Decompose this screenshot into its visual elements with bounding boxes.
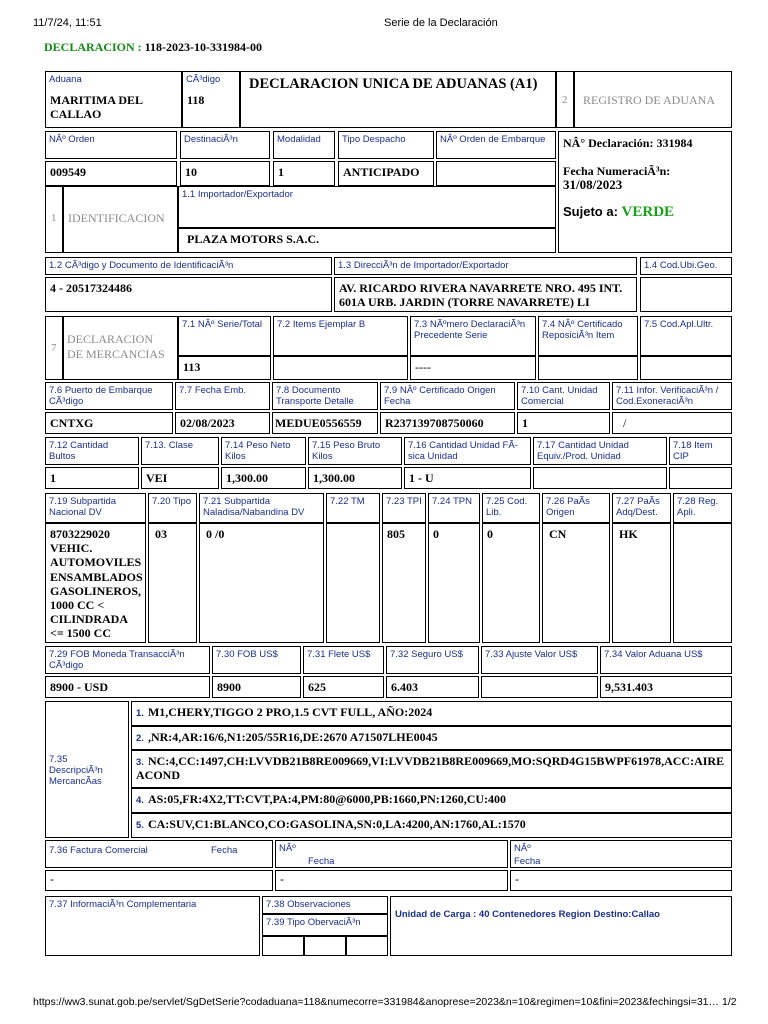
tpi-label: 7.23 TPI xyxy=(386,496,422,507)
cant-unidad-label-cell xyxy=(517,382,610,410)
desc-line-4-text: AS:05,FR:4X2,TT:CVT,PA:4,PM:80@6000,PB:1660,PN:1260,CU:400 xyxy=(147,792,507,806)
neto-label: 7.14 Peso Neto Kilos xyxy=(225,440,291,462)
aduana-value-cell xyxy=(600,676,732,698)
fecha-numeracion-label: Fecha NumeraciÃ³n: xyxy=(563,164,671,178)
desc-line-4-num: 4. xyxy=(136,795,144,806)
equiv-value-cell xyxy=(533,467,667,489)
fecha-emb-value: 02/08/2023 xyxy=(180,416,235,430)
section1-num-cell xyxy=(45,186,63,253)
desc-line-1-text: M1,CHERY,TIGGO 2 PRO,1.5 CVT FULL, AÑO:2024 xyxy=(147,705,433,719)
neto-value: 1,300.00 xyxy=(226,471,268,485)
section7-title-cell xyxy=(63,316,178,380)
importador-value-cell xyxy=(178,228,556,253)
desc-line-4-content xyxy=(132,789,731,809)
doc-transp-value: MEDUE0556559 xyxy=(275,416,362,430)
aduana-cell xyxy=(45,71,182,128)
cert-origen-value-cell xyxy=(380,412,515,434)
flete-value: 625 xyxy=(308,680,326,694)
tipo-obs-box-1 xyxy=(262,936,304,956)
obs-label: 7.38 Observaciones xyxy=(266,899,351,910)
clase-value-cell xyxy=(141,467,219,489)
subpartida-line: ENSAMBLADOS xyxy=(50,569,143,584)
dir-label: 1.3 DirecciÃ³n de Importador/Exportador xyxy=(338,260,509,271)
tipo-despacho-label-cell xyxy=(338,131,434,159)
factura2-n-label: NÂº xyxy=(279,843,296,854)
section1-title-cell xyxy=(63,186,178,253)
tipo-despacho-value-cell xyxy=(338,161,434,186)
fob-mon-value-cell xyxy=(45,676,210,698)
bultos-value: 1 xyxy=(50,471,56,485)
flete-label: 7.31 Flete US$ xyxy=(307,649,371,660)
desc-line-4 xyxy=(131,788,732,813)
tipo-value-cell xyxy=(148,523,197,643)
section2-title-cell xyxy=(574,71,732,128)
tipo-label: 7.20 Tipo xyxy=(152,496,192,507)
subpartida-label-cell xyxy=(45,493,146,523)
numero-value-cell xyxy=(410,356,536,380)
sujeto-label: Sujeto a: xyxy=(563,204,618,219)
infor-value-cell xyxy=(612,412,732,434)
section2-title: REGISTRO DE ADUANA xyxy=(583,93,715,107)
apl-label-cell xyxy=(640,316,732,356)
desc-line-3-content xyxy=(132,751,731,785)
cert-origen-label: 7.9 NÂº Certificado Origen Fecha xyxy=(384,385,496,407)
main-title: DECLARACION UNICA DE ADUANAS (A1) xyxy=(249,76,538,92)
desc-line-3-text2: ACOND xyxy=(136,768,180,782)
desc-line-5 xyxy=(131,813,732,838)
seguro-value-cell xyxy=(386,676,479,698)
importador-label-cell xyxy=(178,186,556,228)
equiv-label-cell xyxy=(533,437,667,465)
factura-v2: - xyxy=(280,872,284,886)
subpartida-line: GASOLINEROS, xyxy=(50,583,142,598)
factura3-label-cell xyxy=(510,840,732,868)
dir-value-2: 601A URB. JARDIN (TORRE NAVARRETE) LI xyxy=(339,295,590,309)
tm-value-cell xyxy=(326,523,380,643)
fob-value-cell xyxy=(212,676,301,698)
ajuste-value-cell xyxy=(481,676,598,698)
factura-label-cell xyxy=(45,840,273,868)
origen-value: CN xyxy=(549,527,567,541)
origen-value-cell xyxy=(542,523,610,643)
subpartida-label: 7.19 Subpartida Nacional DV xyxy=(49,496,117,518)
serie-label-cell xyxy=(178,316,271,356)
factura-fecha-label: Fecha xyxy=(211,845,238,856)
apl-label: 7.5 Cod.Apl.Ultr. xyxy=(644,319,714,330)
importador-label: 1.1 Importador/Exportador xyxy=(182,189,293,200)
carga-text: Unidad de Carga : 40 Contenedores Region Destino:Callao xyxy=(395,909,660,920)
n-orden-value: 009549 xyxy=(50,165,86,179)
aduana-value: MARITIMA DEL CALLAO xyxy=(50,93,143,121)
aduana-value-label-cell xyxy=(600,646,732,674)
declaration-line xyxy=(44,40,262,55)
destinacion-value: 10 xyxy=(185,165,197,179)
origen-label: 7.26 PaÃs Origen xyxy=(546,496,590,518)
declaration-label: DECLARACION : xyxy=(44,40,142,54)
doc-value: 4 - 20517324486 xyxy=(50,281,132,295)
tipo-value: 03 xyxy=(155,527,167,541)
seguro-label-cell xyxy=(386,646,479,674)
doc-label-cell xyxy=(45,257,332,275)
lib-value: 0 xyxy=(487,527,493,541)
reg-value-cell xyxy=(673,523,732,643)
naladisa-value-cell xyxy=(199,523,324,643)
dir-label-cell xyxy=(334,257,637,275)
reg-label: 7.28 Reg. Apli. xyxy=(677,496,719,518)
fecha-emb-label: 7.7 Fecha Emb. xyxy=(179,385,247,396)
equiv-label: 7.17 Cantidad Unidad Equiv./Prod. Unidad xyxy=(537,440,629,462)
n-orden-embarque-label-cell xyxy=(436,131,556,159)
desc-line-3-num: 3. xyxy=(136,757,144,768)
puerto-value-cell xyxy=(45,412,173,434)
bultos-value-cell xyxy=(45,467,139,489)
desc-line-3 xyxy=(131,750,732,788)
fob-label-cell xyxy=(212,646,301,674)
clase-label: 7.13. Clase xyxy=(145,440,194,451)
factura-v1-cell xyxy=(45,870,273,891)
clase-value: VEI xyxy=(146,471,168,485)
serie-value-cell xyxy=(178,356,271,380)
factura-v3-cell xyxy=(510,870,732,891)
infor-label-cell xyxy=(612,382,732,410)
doc-transp-value-cell xyxy=(272,412,378,434)
certificado-label-cell xyxy=(538,316,638,356)
fecha-numeracion-value: 31/08/2023 xyxy=(563,177,623,192)
tm-label: 7.22 TM xyxy=(330,496,365,507)
section7-num-cell xyxy=(45,316,63,380)
section7-title-1: DECLARACION xyxy=(67,332,153,346)
tpn-value-cell xyxy=(428,523,480,643)
adq-value-cell xyxy=(612,523,671,643)
descripcion-label: 7.35 DescripciÃ³n MercancÃas xyxy=(49,754,103,787)
registro-box xyxy=(558,131,732,253)
doc-value-cell xyxy=(45,277,332,312)
fisica-value: 1 - U xyxy=(409,471,434,485)
clase-label-cell xyxy=(141,437,219,465)
tpi-value: 805 xyxy=(387,527,405,541)
tpn-value: 0 xyxy=(433,527,439,541)
cip-label: 7.18 Item CIP xyxy=(673,440,713,462)
neto-label-cell xyxy=(221,437,306,465)
items-value-cell xyxy=(273,356,408,380)
descripcion-label-cell xyxy=(45,701,129,838)
ubigeo-label-cell xyxy=(640,257,732,275)
ubigeo-label: 1.4 Cod.Ubi.Geo. xyxy=(644,260,718,271)
footer-page: 1/2 xyxy=(722,996,737,1008)
subpartida-line: VEHIC. xyxy=(50,541,93,556)
cant-unidad-value: 1 xyxy=(522,416,528,430)
codigo-label: CÃ³digo xyxy=(186,74,221,85)
tipo-obs-box-3 xyxy=(346,936,388,956)
tpi-value-cell xyxy=(382,523,426,643)
subpartida-line: 1000 CC < xyxy=(50,598,105,613)
aduana-value-label: 7.34 Valor Aduana US$ xyxy=(604,649,703,660)
cert-origen-value: R237139708750060 xyxy=(385,416,484,430)
section1-num: 1 xyxy=(51,212,57,224)
doc-transp-label-cell xyxy=(272,382,378,410)
aduana-value: 9,531.403 xyxy=(605,680,653,694)
seguro-label: 7.32 Seguro US$ xyxy=(390,649,463,660)
infor-value: / xyxy=(623,416,627,430)
desc-line-2-text: ,NR:4,AR:16/6,N1:205/55R16,DE:2670 A71507LHE0045 xyxy=(147,730,438,744)
print-datetime: 11/7/24, 11:51 xyxy=(33,17,102,29)
naladisa-label: 7.21 Subpartida Naladisa/Nabandina DV xyxy=(203,496,305,518)
subpartida-line: AUTOMOVILES xyxy=(50,555,142,570)
bruto-label: 7.15 Peso Bruto Kilos xyxy=(312,440,381,462)
tipo-obs-label: 7.39 Tipo ObervaciÃ³n xyxy=(266,917,361,928)
modalidad-value-cell xyxy=(273,161,335,186)
desc-line-1 xyxy=(131,701,732,726)
importador-value: PLAZA MOTORS S.A.C. xyxy=(187,232,320,246)
carga-cell xyxy=(390,896,732,956)
doc-transp-label: 7.8 Documento Transporte Detalle xyxy=(276,385,354,407)
modalidad-value: 1 xyxy=(278,165,284,179)
factura-label: 7.36 Factura Comercial xyxy=(49,845,148,856)
lib-value-cell xyxy=(482,523,540,643)
section2-num-cell xyxy=(556,71,574,128)
destinacion-value-cell xyxy=(180,161,270,186)
ajuste-label: 7.33 Ajuste Valor US$ xyxy=(485,649,578,660)
modalidad-label: Modalidad xyxy=(277,134,321,145)
n-orden-value-cell xyxy=(45,161,177,186)
tpi-label-cell xyxy=(382,493,426,523)
tm-label-cell xyxy=(326,493,380,523)
section1-title: IDENTIFICACION xyxy=(68,211,165,225)
cip-label-cell xyxy=(669,437,732,465)
codigo-cell xyxy=(182,71,240,128)
subpartida-line: CILINDRADA xyxy=(50,612,129,627)
tpn-label-cell xyxy=(428,493,480,523)
numero-value: ---- xyxy=(415,360,431,374)
desc-line-1-content xyxy=(132,702,731,722)
numero-label-cell xyxy=(410,316,536,356)
cert-origen-label-cell xyxy=(380,382,515,410)
desc-line-2-num: 2. xyxy=(136,733,144,744)
tipo-obs-label-cell xyxy=(262,914,388,936)
aduana-label: Aduana xyxy=(49,74,82,85)
section7-num: 7 xyxy=(51,342,57,354)
numero-label: 7.3 NÃºmero DeclaraciÃ³n Precedente Serie xyxy=(414,319,526,341)
items-label-cell xyxy=(273,316,408,356)
bruto-value-cell xyxy=(308,467,402,489)
adq-value: HK xyxy=(619,527,638,541)
serie-label: 7.1 NÂº Serie/Total xyxy=(182,319,263,330)
tipo-despacho-value: ANTICIPADO xyxy=(343,165,420,179)
certificado-label: 7.4 NÂº Certificado ReposiciÃ³n Item xyxy=(542,319,623,341)
naladisa-label-cell xyxy=(199,493,324,523)
ajuste-label-cell xyxy=(481,646,598,674)
seguro-value: 6.403 xyxy=(391,680,418,694)
subpartida-line: <= 1500 CC xyxy=(50,626,112,641)
desc-line-1-num: 1. xyxy=(136,708,144,719)
destinacion-label-cell xyxy=(180,131,270,159)
tipo-obs-box-2 xyxy=(304,936,346,956)
n-orden-label: NÂº Orden xyxy=(49,134,95,145)
doc-label: 1.2 CÃ³digo y Documento de IdentificaciÃ³n xyxy=(49,260,234,271)
puerto-label-cell xyxy=(45,382,173,410)
main-title-cell xyxy=(240,71,556,128)
fisica-label-cell xyxy=(404,437,531,465)
desc-line-2 xyxy=(131,726,732,750)
info-cell xyxy=(45,896,260,956)
desc-line-5-num: 5. xyxy=(136,820,144,831)
declaration-number: 118-2023-10-331984-00 xyxy=(144,40,262,54)
naladisa-value: 0 /0 xyxy=(206,527,225,541)
origen-label-cell xyxy=(542,493,610,523)
lib-label-cell xyxy=(482,493,540,523)
subpartida-value-cell xyxy=(45,523,146,643)
factura3-n-label: NÂº xyxy=(514,843,531,854)
factura-v2-cell xyxy=(275,870,508,891)
dir-value-cell xyxy=(334,277,637,312)
cant-unidad-label: 7.10 Cant. Unidad Comercial xyxy=(521,385,598,407)
fob-value: 8900 xyxy=(217,680,241,694)
n-orden-embarque-label: NÂº Orden de Embarque xyxy=(440,134,546,145)
puerto-label: 7.6 Puerto de Embarque CÃ³digo xyxy=(49,385,153,407)
fob-mon-value: 8900 - USD xyxy=(50,680,109,694)
neto-value-cell xyxy=(221,467,306,489)
puerto-value: CNTXG xyxy=(50,416,94,430)
ubigeo-value-cell xyxy=(640,277,732,312)
cant-unidad-value-cell xyxy=(517,412,610,434)
n-declaracion: NÂ° Declaración: 331984 xyxy=(563,136,693,150)
sujeto-value: VERDE xyxy=(621,204,675,220)
cip-value-cell xyxy=(669,467,732,489)
obs-label-cell xyxy=(262,896,388,914)
fecha-emb-label-cell xyxy=(175,382,270,410)
fob-label: 7.30 FOB US$ xyxy=(216,649,278,660)
desc-line-2-content xyxy=(132,727,731,747)
section7-title-2: DE MERCANCIAS xyxy=(67,347,165,361)
dir-value-1: AV. RICARDO RIVERA NAVARRETE NRO. 495 INT. xyxy=(339,281,623,295)
n-orden-label-cell xyxy=(45,131,177,159)
fisica-label: 7.16 Cantidad Unidad FÃsica Unidad xyxy=(408,440,518,462)
fecha-emb-value-cell xyxy=(175,412,270,434)
bruto-value: 1,300.00 xyxy=(313,471,355,485)
items-label: 7.2 Items Ejemplar B xyxy=(277,319,366,330)
tipo-label-cell xyxy=(148,493,197,523)
infor-label: 7.11 Infor. VerificaciÃ³n / Cod.ExoneraciÃ³n xyxy=(616,385,719,407)
info-label: 7.37 InformaciÃ³n Complementaria xyxy=(49,899,197,910)
adq-label: 7.27 PaÃs Adq/Dest. xyxy=(616,496,660,518)
factura2-label-cell xyxy=(275,840,508,868)
fob-mon-label-cell xyxy=(45,646,210,674)
factura3-fecha-label: Fecha xyxy=(514,856,541,867)
factura-v1: - xyxy=(50,872,54,886)
sujeto-line xyxy=(563,204,674,221)
certificado-value-cell xyxy=(538,356,638,380)
factura2-fecha-label: Fecha xyxy=(308,856,335,867)
bruto-label-cell xyxy=(308,437,402,465)
flete-label-cell xyxy=(303,646,384,674)
bultos-label-cell xyxy=(45,437,139,465)
fob-mon-label: 7.29 FOB Moneda TransacciÃ³n CÃ³digo xyxy=(49,649,185,671)
destinacion-label: DestinaciÃ³n xyxy=(184,134,238,145)
flete-value-cell xyxy=(303,676,384,698)
reg-label-cell xyxy=(673,493,732,523)
print-page-title: Serie de la Declaración xyxy=(384,17,498,29)
desc-line-5-text: CA:SUV,C1:BLANCO,CO:GASOLINA,SN:0,LA:4200,AN:1760,AL:1570 xyxy=(147,817,526,831)
serie-value: 113 xyxy=(183,360,201,374)
codigo-value: 118 xyxy=(187,93,205,107)
factura-v3: - xyxy=(515,872,519,886)
tpn-label: 7.24 TPN xyxy=(432,496,472,507)
desc-line-3-text: NC:4,CC:1497,CH:LVVDB21B8RE009669,VI:LVVDB21B8RE009669,MO:SQRD4G15BWPF61978,ACC:AIRE xyxy=(147,754,725,768)
tipo-despacho-label: Tipo Despacho xyxy=(342,134,406,145)
footer-url: https://ww3.sunat.gob.pe/servlet/SgDetSerie?codaduana=118&numecorre=331984&anoprese=2023&n=10&regimen=10&fini=2023&fechingsi=31… xyxy=(33,996,720,1008)
adq-label-cell xyxy=(612,493,671,523)
subpartida-line: 8703229020 xyxy=(50,527,110,541)
section2-num: 2 xyxy=(562,94,568,106)
n-orden-embarque-value-cell xyxy=(436,161,556,186)
modalidad-label-cell xyxy=(273,131,335,159)
desc-line-5-content xyxy=(132,814,731,834)
fisica-value-cell xyxy=(404,467,531,489)
lib-label: 7.25 Cod. Lib. xyxy=(486,496,528,518)
bultos-label: 7.12 Cantidad Bultos xyxy=(49,440,109,462)
subpartida-lines xyxy=(46,524,145,644)
apl-value-cell xyxy=(640,356,732,380)
